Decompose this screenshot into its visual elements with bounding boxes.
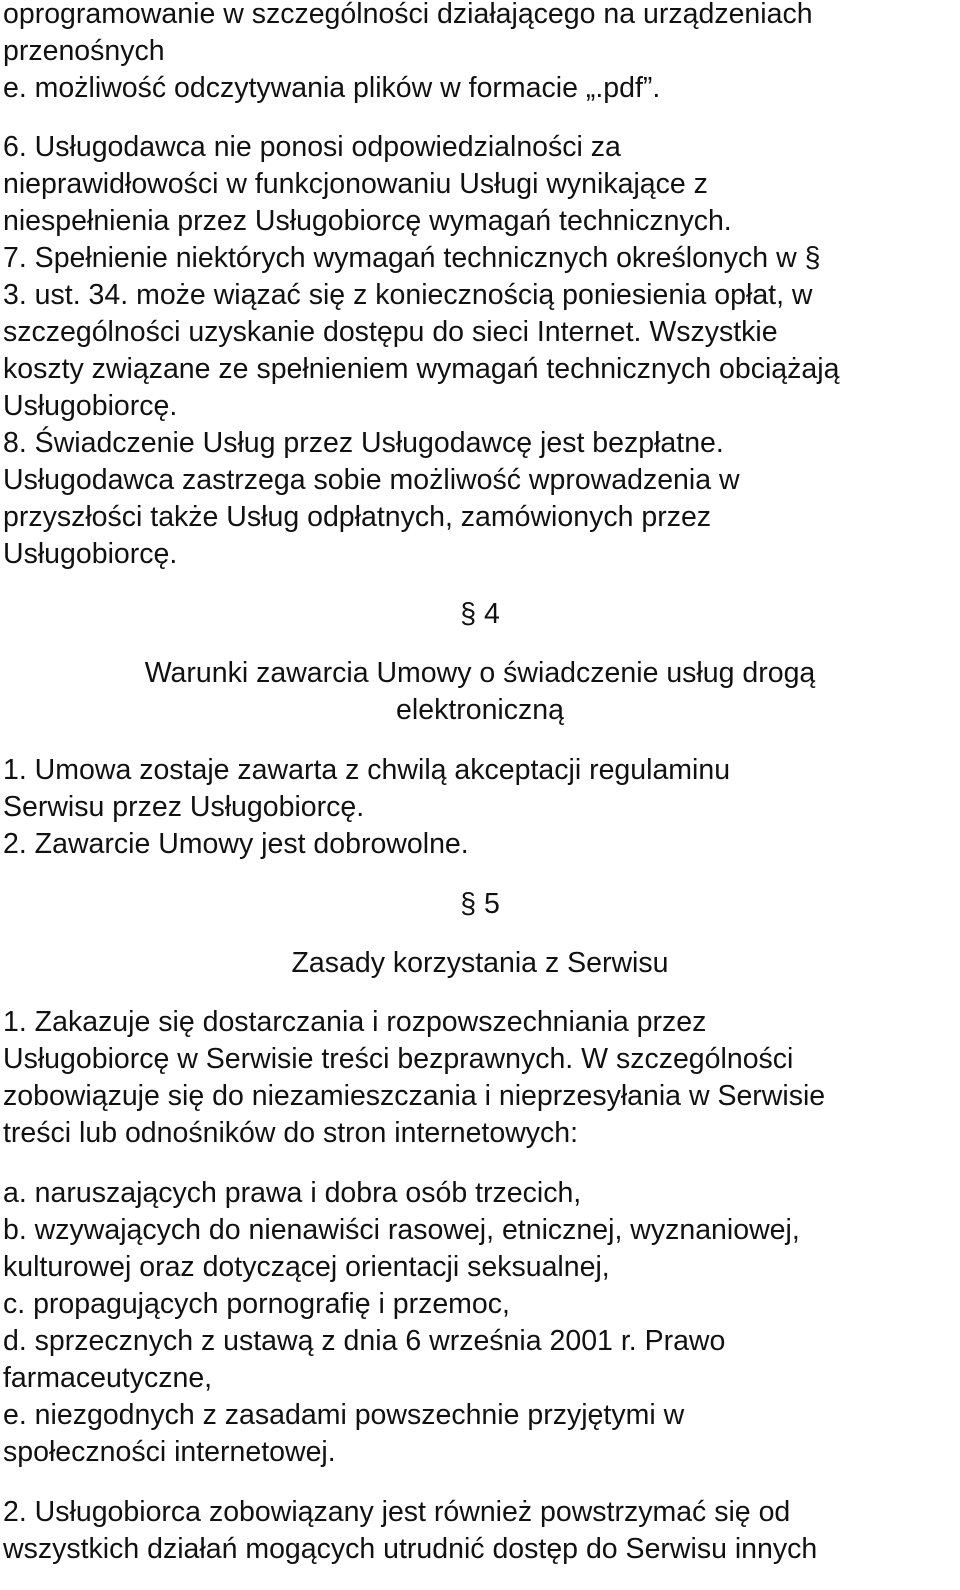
section-4-line: 1. Umowa zostaje zawarta z chwilą akceptacji regulaminu: [3, 754, 731, 786]
list-item-a: a. naruszających prawa i dobra osób trzecich,: [3, 1177, 582, 1209]
section-4-title: elektroniczną: [396, 694, 564, 726]
list-item-e: e. możliwość odczytywania plików w formacie „.pdf”.: [3, 72, 661, 104]
section-5-line: 1. Zakazuje się dostarczania i rozpowszechniania przez: [3, 1006, 707, 1038]
section-4-title: Warunki zawarcia Umowy o świadczenie usług drogą: [144, 657, 816, 689]
paragraph-8-line: Usługobiorcę.: [3, 538, 178, 570]
text-line: przenośnych: [3, 35, 165, 67]
section-5-line: treści lub odnośników do stron internetowych:: [3, 1117, 579, 1149]
section-5-heading: § 5: [460, 888, 500, 920]
paragraph-7-line: szczególności uzyskanie dostępu do sieci Internet. Wszystkie: [3, 316, 778, 348]
list-item-d: farmaceutyczne,: [3, 1362, 213, 1394]
section-5-line: zobowiązuje się do niezamieszczania i nieprzesyłania w Serwisie: [3, 1080, 826, 1112]
paragraph-7-line: koszty związane ze spełnieniem wymagań technicznych obciążają: [3, 353, 840, 385]
section-4-line: 2. Zawarcie Umowy jest dobrowolne.: [3, 828, 469, 860]
paragraph-7-line: 3. ust. 34. może wiązać się z koniecznością poniesienia opłat, w: [3, 279, 813, 311]
section-4-heading: § 4: [460, 598, 500, 630]
paragraph-8-line: przyszłości także Usług odpłatnych, zamówionych przez: [3, 501, 712, 533]
paragraph-6-line: 6. Usługodawca nie ponosi odpowiedzialności za: [3, 131, 621, 163]
paragraph-8-line: Usługodawca zastrzega sobie możliwość wprowadzenia w: [3, 464, 740, 496]
list-item-e: e. niezgodnych z zasadami powszechnie przyjętymi w: [3, 1399, 685, 1431]
list-item-e: społeczności internetowej.: [3, 1436, 336, 1468]
paragraph-7-line: 7. Spełnienie niektórych wymagań technicznych określonych w §: [3, 242, 821, 274]
section-4-line: Serwisu przez Usługobiorcę.: [3, 791, 365, 823]
paragraph-6-line: nieprawidłowości w funkcjonowaniu Usługi wynikające z: [3, 168, 708, 200]
paragraph-7-line: Usługobiorcę.: [3, 390, 178, 422]
list-item-b: kulturowej oraz dotyczącej orientacji seksualnej,: [3, 1251, 610, 1283]
section-5-line: wszystkich działań mogących utrudnić dostęp do Serwisu innych: [3, 1533, 818, 1565]
section-5-line: Usługobiorcę w Serwisie treści bezprawnych. W szczególności: [3, 1043, 794, 1075]
text-line: oprogramowanie w szczególności działającego na urządzeniach: [3, 0, 813, 30]
paragraph-8-line: 8. Świadczenie Usług przez Usługodawcę jest bezpłatne.: [3, 427, 724, 459]
list-item-c: c. propagujących pornografię i przemoc,: [3, 1288, 510, 1320]
section-5-title: Zasady korzystania z Serwisu: [291, 947, 669, 979]
paragraph-6-line: niespełnienia przez Usługobiorcę wymagań technicznych.: [3, 205, 732, 237]
section-5-line: 2. Usługobiorca zobowiązany jest również powstrzymać się od: [3, 1496, 791, 1528]
list-item-d: d. sprzecznych z ustawą z dnia 6 września 2001 r. Prawo: [3, 1325, 726, 1357]
list-item-b: b. wzywających do nienawiści rasowej, etnicznej, wyznaniowej,: [3, 1214, 800, 1246]
